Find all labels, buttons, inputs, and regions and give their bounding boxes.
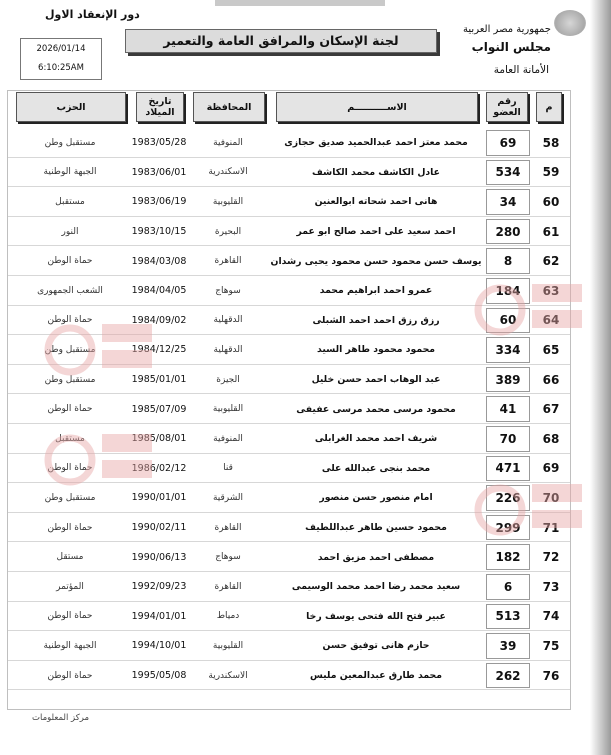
page-edge-shadow [590,0,611,755]
print-date: 2026/01/14 [36,44,86,54]
row-governorate: القاهرة [214,522,242,533]
row-governorate: الشرقية [212,492,244,503]
row-name: رزق رزق احمد احمد الشبلى [312,314,440,326]
table-row [8,631,570,661]
table-row [8,602,570,632]
row-governorate: القاهرة [214,581,242,592]
row-party: حماة الوطن [47,463,93,474]
row-idx: 62 [542,254,560,269]
row-member-no: 70 [486,426,530,452]
row-name: امام منصور حسن منصور [319,492,433,504]
row-birth-date: 1984/03/08 [131,255,187,267]
row-party: حماة الوطن [47,611,93,622]
row-governorate: المنوفية [213,433,243,444]
row-idx: 69 [542,461,560,476]
council-label: مجلس النواب [471,40,551,54]
row-idx: 73 [542,579,560,594]
row-member-no: 262 [486,663,530,689]
row-name: شريف احمد محمد الغرابلى [314,433,438,445]
row-name: محمد طارق عبدالمعين مليس [310,670,443,682]
session-label: دور الإنعقاد الاول [45,8,140,21]
row-idx: 72 [542,550,560,565]
row-birth-date: 1983/06/19 [131,196,187,208]
committee-title: لجنة الإسكان والمرافق العامة والتعمير [125,29,437,53]
print-datetime-box [20,38,102,80]
row-member-no: 34 [486,189,530,215]
row-member-no: 226 [486,485,530,511]
row-name: سعيد محمد رضا احمد محمد الوسيمى [291,581,461,593]
row-birth-date: 1983/06/01 [131,166,187,178]
row-idx: 58 [542,135,560,150]
row-birth-date: 1986/02/12 [131,462,187,474]
row-name: احمد سعيد على احمد صالح ابو عمر [296,226,456,238]
table-row [8,276,570,306]
row-member-no: 69 [486,130,530,156]
row-governorate: الجيزة [216,374,240,385]
row-birth-date: 1983/05/28 [131,137,187,149]
table-row [8,483,570,513]
row-birth-date: 1985/01/01 [131,374,187,386]
row-governorate: القاهرة [214,256,242,267]
row-governorate: سوهاج [215,285,241,296]
row-birth-date: 1983/10/15 [131,226,187,238]
table-row [8,424,570,454]
table-row [8,661,570,691]
footer-label: مركز المعلومات [32,713,89,723]
row-name: محمد معتز احمد عبدالحميد صديق حجازى [284,137,468,149]
row-member-no: 6 [486,574,530,600]
row-idx: 64 [542,313,560,328]
table-row [8,158,570,188]
table-row [8,513,570,543]
row-name: عبد الوهاب احمد حسن خليل [311,374,441,386]
row-party: الجبهة الوطنية [43,640,97,651]
row-member-no: 389 [486,367,530,393]
row-idx: 76 [542,668,560,683]
row-member-no: 280 [486,219,530,245]
row-governorate: القليوبية [212,196,244,207]
row-birth-date: 1990/01/01 [131,492,187,504]
table-row [8,394,570,424]
row-birth-date: 1985/08/01 [131,433,187,445]
table-row [8,246,570,276]
row-governorate: سوهاج [215,552,241,563]
row-name: محمود محمود طاهر السيد [316,344,436,356]
row-idx: 66 [542,372,560,387]
row-name: مصطفى احمد مزيق احمد [317,551,435,563]
row-party: مستقبل وطن [44,137,96,148]
header-governorate: المحافظة [193,92,265,122]
row-idx: 68 [542,431,560,446]
row-birth-date: 1990/02/11 [131,522,187,534]
row-party: حماة الوطن [47,522,93,533]
row-idx: 63 [542,283,560,298]
top-bar [215,0,385,6]
row-birth-date: 1985/07/09 [131,403,187,415]
row-birth-date: 1994/01/01 [131,610,187,622]
row-idx: 59 [542,165,560,180]
row-governorate: الدقهلية [213,344,243,355]
row-idx: 70 [542,490,560,505]
row-party: مستقل [56,552,84,563]
row-party: مستقبل [55,196,85,207]
table-row [8,335,570,365]
table-row [8,217,570,247]
row-member-no: 471 [486,456,530,482]
row-name: هانى احمد شحاته ابوالعنين [314,196,438,208]
row-member-no: 8 [486,248,530,274]
row-party: الشعب الجمهورى [37,285,103,296]
row-member-no: 182 [486,544,530,570]
row-name: محمود مرسى محمد مرسى عفيفى [296,403,456,415]
row-birth-date: 1994/10/01 [131,640,187,652]
table-row [8,365,570,395]
row-name: يوسف حسن محمود حسن محمود يحيى رشدان [270,255,482,267]
seal-icon [554,10,586,36]
row-governorate: الاسكندرية [208,670,248,681]
members-table [7,90,571,710]
table-row [8,454,570,484]
row-governorate: الاسكندرية [208,167,248,178]
row-idx: 60 [542,194,560,209]
row-idx: 65 [542,342,560,357]
row-governorate: دمياط [216,611,240,622]
row-member-no: 41 [486,396,530,422]
row-party: مستقبل وطن [44,344,96,355]
row-party: حماة الوطن [47,256,93,267]
header-member-no: رقم العضو [486,92,528,122]
row-governorate: القليوبية [212,640,244,651]
row-member-no: 513 [486,604,530,630]
row-member-no: 334 [486,337,530,363]
row-idx: 71 [542,520,560,535]
row-party: النور [61,226,79,237]
row-birth-date: 1995/05/08 [131,670,187,682]
row-name: عمرو احمد ابراهيم محمد [319,285,433,297]
row-idx: 67 [542,402,560,417]
row-member-no: 60 [486,308,530,334]
row-party: المؤتمر [56,581,84,592]
header-party: الحزب [16,92,126,122]
header-idx: م [536,92,562,122]
table-row [8,187,570,217]
table-row [8,572,570,602]
row-idx: 75 [542,638,560,653]
row-member-no: 299 [486,515,530,541]
republic-label: جمهورية مصر العربية [463,24,551,35]
row-party: حماة الوطن [47,315,93,326]
table-row [8,128,570,158]
row-party: مستقبل وطن [44,492,96,503]
secretariat-label: الأمانة العامة [493,64,549,76]
row-governorate: المنوفية [213,137,243,148]
row-birth-date: 1992/09/23 [131,581,187,593]
row-governorate: الدقهلية [213,315,243,326]
table-row [8,306,570,336]
row-birth-date: 1984/09/02 [131,314,187,326]
row-member-no: 184 [486,278,530,304]
row-name: عادل الكاشف محمد الكاشف [311,166,441,178]
row-member-no: 534 [486,160,530,186]
row-idx: 61 [542,224,560,239]
row-member-no: 39 [486,633,530,659]
row-idx: 74 [542,609,560,624]
print-time: 6:10:25AM [38,63,84,73]
row-birth-date: 1984/12/25 [131,344,187,356]
row-party: الجبهة الوطنية [43,167,97,178]
table-row [8,542,570,572]
row-birth-date: 1984/04/05 [131,285,187,297]
row-birth-date: 1990/06/13 [131,551,187,563]
row-name: عبير فتح الله فتحى يوسف رخا [306,610,446,622]
header-name: الاســــــــــم [276,92,478,122]
row-party: مستقبل [55,433,85,444]
row-name: محمود حسين طاهر عبداللطيف [305,522,447,534]
header-birth-date: تاريخ الميلاد [136,92,184,122]
row-name: حازم هانى توفيق حسن [322,640,430,652]
row-governorate: البحيرة [214,226,242,237]
row-party: حماة الوطن [47,670,93,681]
row-party: حماة الوطن [47,404,93,415]
row-governorate: القليوبية [212,404,244,415]
row-name: محمد بنجى عبدالله على [321,462,431,474]
row-governorate: قنا [223,463,233,474]
row-party: مستقبل وطن [44,374,96,385]
